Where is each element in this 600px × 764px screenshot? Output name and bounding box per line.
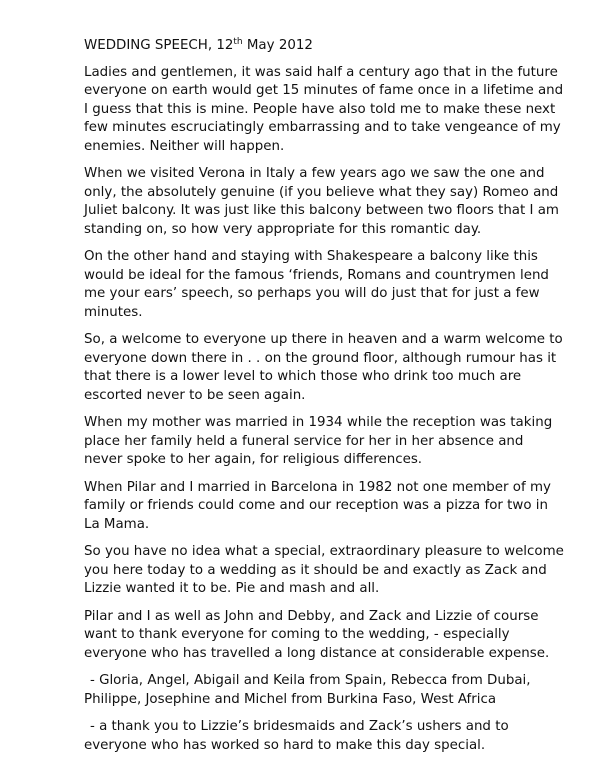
paragraph-verona: When we visited Verona in Italy a few years ago we saw the one and only, the absolutely genuine (if you believe what they say) Romeo and Juliet balcony. It was just like this balcony between two floors that I am standing on, so how very appropriate for this romantic day. (84, 166, 559, 237)
title-prefix: WEDDING SPEECH, 12 (84, 38, 234, 53)
paragraph-pleasure: So you have no idea what a special, extraordinary pleasure to welcome you here today to a wedding as it should be and exactly as Zack and Lizzie wanted it to be. Pie and mash and all. (84, 544, 564, 596)
document-page (84, 37, 564, 764)
paragraph-thanks: Pilar and I as well as John and Debby, and Zack and Lizzie of course want to thank everyone for coming to the wedding, - especially everyone who has travelled a long distance at considerable expense. (84, 608, 550, 661)
paragraph-guests-list: - Gloria, Angel, Abigail and Keila from Spain, Rebecca from Dubai, Philippe, Josephine and Michel from Burkina Faso, West Africa (84, 673, 531, 707)
paragraph-intro: Ladies and gentlemen, it was said half a century ago that in the future everyone on earth would get 15 minutes of fame once in a lifetime and I guess that this is mine. People have also told me to make these next few minutes escruciatingly embarrassing and to take vengeance of my enemies. Neither will happen. (84, 64, 564, 154)
paragraph-bridesmaids: - a thank you to Lizzie’s bridesmaids and Zack’s ushers and to everyone who has worked so hard to make this day special. (84, 719, 509, 753)
document-title (84, 37, 564, 56)
title-suffix: May 2012 (242, 38, 313, 53)
paragraph-mother: When my mother was married in 1934 while the reception was taking place her family held a funeral service for her in her absence and never spoke to her again, for religious differences. (84, 415, 553, 467)
paragraph-shakespeare: On the other hand and staying with Shakespeare a balcony like this would be ideal for the famous ‘friends, Romans and countrymen lend me your ears’ speech, so perhaps you will do just that for just a few minutes. (84, 249, 549, 320)
paragraph-welcome: So, a welcome to everyone up there in heaven and a warm welcome to everyone down there in . . on the ground floor, although rumour has it that there is a lower level to which those who drink too much are escorted never to be seen again. (84, 332, 563, 403)
title-superscript: th (233, 37, 243, 47)
paragraph-barcelona: When Pilar and I married in Barcelona in 1982 not one member of my family or friends could come and our reception was a pizza for two in La Mama. (84, 479, 551, 532)
